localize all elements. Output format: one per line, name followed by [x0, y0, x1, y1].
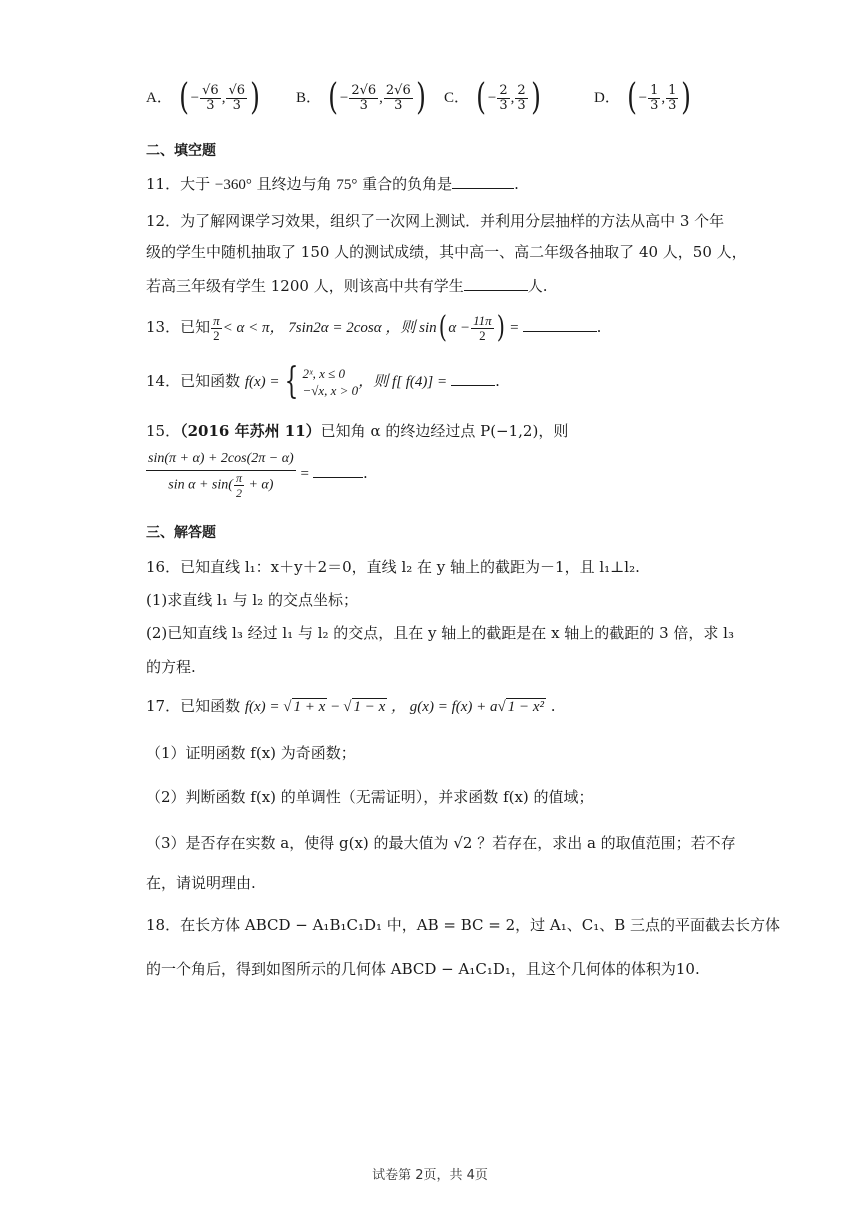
option-a: A． ( − $\frac{√6}{3}$ , $\frac{√6}{3}$ ): [146, 77, 260, 118]
option-d: D． ( − $\frac{1}{3}$ , $\frac{1}{3}$ ): [594, 77, 692, 118]
pi-over-2: $\frac{\pi}{2}$: [213, 312, 220, 343]
question-16-line-1: 16．已知直线 l₁：x＋y＋2＝0，直线 l₂ 在 y 轴上的截距为－1，且 l₁⊥l₂.: [146, 558, 640, 576]
question-15-line-1: 15．（2016 年苏州 11）已知角 α 的终边经过点 P(−1,2)，则: [146, 422, 569, 440]
left-paren: (: [438, 310, 447, 345]
answer-blank[interactable]: [464, 274, 528, 291]
question-13: 13．已知 $\frac{\pi}{2}$ < α < π， 7sin2α = 2cosα ，则 sin( α − $\frac{11\pi}{2}$ ) = .: [146, 310, 602, 345]
question-14: 14．已知函数 f(x) = { 2ˣ, x ≤ 0 −√x, x > 0 ，则 f[ f(4)] = .: [146, 361, 500, 402]
option-b-frac1: $\frac{2√6}{3}$: [351, 82, 377, 113]
option-c-frac2: $\frac{2}{3}$: [517, 82, 526, 113]
question-16-line-2: (1)求直线 l₁ 与 l₂ 的交点坐标；: [146, 591, 358, 609]
question-17-part-1: （1）证明函数 f(x) 为奇函数；: [146, 744, 356, 762]
question-12-line-2: 级的学生中随机抽取了 150 人的测试成绩，其中高一、高二年级各抽取了 40 人，50 人，: [146, 243, 747, 261]
option-b: B． ( − $\frac{2√6}{3}$ , $\frac{2√6}{3}$ ): [296, 77, 426, 118]
page-footer: 试卷第 2页，共 4页: [372, 1168, 488, 1183]
option-a-label: A．: [146, 90, 172, 106]
section-title-fill-in: 二、填空题: [146, 143, 216, 159]
option-d-frac2: $\frac{1}{3}$: [668, 82, 677, 113]
question-12-line-1: 12．为了解网课学习效果，组织了一次网上测试．并利用分层抽样的方法从高中 3 个年: [146, 212, 725, 230]
right-paren: ): [415, 77, 426, 118]
right-paren: ): [496, 310, 505, 345]
right-paren: ): [530, 77, 541, 118]
answer-blank[interactable]: [523, 315, 597, 332]
option-d-frac1: $\frac{1}{3}$: [650, 82, 659, 113]
option-d-label: D．: [594, 90, 620, 106]
answer-blank[interactable]: [452, 172, 514, 189]
section-title-solve: 三、解答题: [146, 525, 216, 541]
question-15-line-2: sin(π + α) + 2cos(2π − α) sin α + sin( $\frac{\pi}{2}$ + α) = .: [146, 448, 368, 500]
right-paren: ): [250, 77, 260, 118]
option-c-label: C．: [444, 90, 470, 106]
question-17-part-3-cont: 在，请说明理由.: [146, 874, 256, 892]
left-paren: (: [475, 77, 486, 118]
answer-blank[interactable]: [451, 369, 495, 386]
question-17: 17．已知函数 f(x) = √ 1 + x − √ 1 − x ， g(x) = f(x) + a√ 1 − x² .: [146, 697, 556, 715]
left-paren: (: [626, 77, 637, 118]
question-17-part-3: （3）是否存在实数 a，使得 g(x) 的最大值为 √2 ？若存在，求出 a 的取值范围；若不存: [146, 834, 736, 852]
option-a-frac2: $\frac{√6}{3}$: [228, 82, 246, 113]
option-c: C． ( − $\frac{2}{3}$ , $\frac{2}{3}$ ): [444, 77, 541, 118]
right-paren: ): [681, 77, 692, 118]
question-11: 11．大于 −360° 且终边与角 75° 重合的负角是 .: [146, 172, 519, 196]
trig-fraction: sin(π + α) + 2cos(2π − α) sin α + sin( $\frac{\pi}{2}$ + α): [146, 448, 296, 500]
option-c-frac1: $\frac{2}{3}$: [499, 82, 508, 113]
answer-blank[interactable]: [313, 461, 363, 478]
option-b-label: B．: [296, 90, 322, 106]
left-brace: {: [284, 361, 298, 402]
option-a-frac1: $\frac{√6}{3}$: [202, 82, 219, 113]
question-17-part-2: （2）判断函数 f(x) 的单调性（无需证明），并求函数 f(x) 的值域；: [146, 788, 594, 806]
piecewise-cases: 2ˣ, x ≤ 0 −√x, x > 0: [302, 366, 359, 398]
question-16-line-4: 的方程.: [146, 658, 196, 676]
option-b-frac2: $\frac{2√6}{3}$: [385, 82, 411, 113]
left-paren: (: [327, 77, 338, 118]
question-16-line-3: (2)已知直线 l₃ 经过 l₁ 与 l₂ 的交点，且在 y 轴上的截距是在 x 轴上的截距的 3 倍，求 l₃: [146, 624, 734, 642]
left-paren: (: [178, 77, 189, 118]
question-18-line-2: 的一个角后，得到如图所示的几何体 ABCD − A₁C₁D₁，且这个几何体的体积为10.: [146, 960, 700, 978]
question-18-line-1: 18．在长方体 ABCD − A₁B₁C₁D₁ 中，AB = BC = 2，过 A₁、C₁、B 三点的平面截去长方体: [146, 916, 781, 934]
question-12-line-3: 若高三年级有学生 1200 人，则该高中共有学生 人.: [146, 274, 548, 297]
eleven-pi-over-2: $\frac{11\pi}{2}$: [473, 312, 492, 343]
